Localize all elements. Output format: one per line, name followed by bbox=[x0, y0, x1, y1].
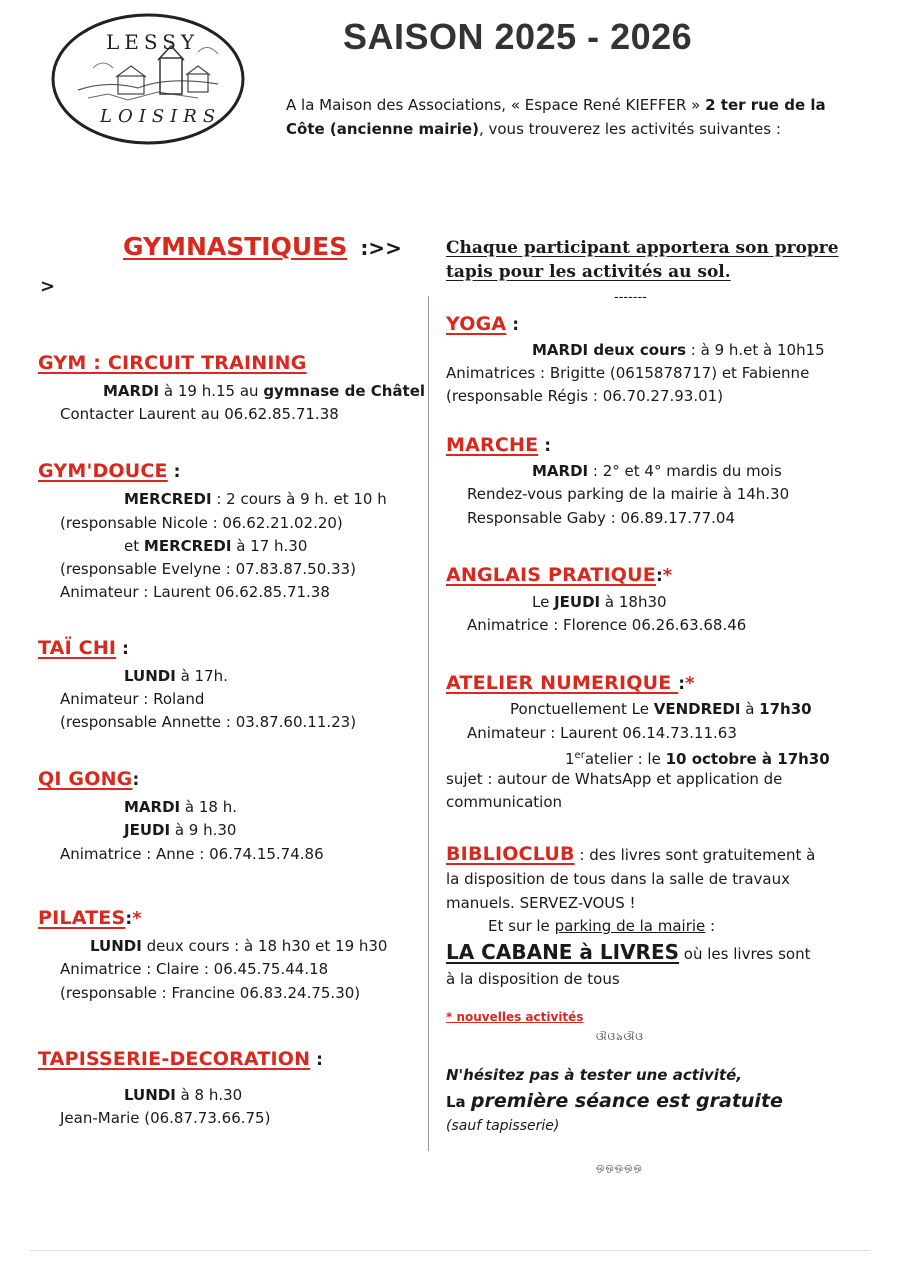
marche-title: MARCHE : bbox=[446, 434, 551, 456]
footer-line-2: La première séance est gratuite bbox=[446, 1090, 783, 1112]
logo-bottom-text: LOISIRS bbox=[100, 106, 222, 127]
qigong-line-3: Animatrice : Anne : 06.74.15.74.86 bbox=[60, 845, 324, 863]
intro-line-1: A la Maison des Associations, « Espace René KIEFFER » 2 ter rue de la bbox=[286, 96, 826, 114]
logo bbox=[48, 10, 248, 148]
marche-line-2: Rendez-vous parking de la mairie à 14h.30 bbox=[467, 485, 790, 503]
atelier-line-3: 1eratelier : le 10 octobre à 17h30 bbox=[565, 750, 830, 768]
yoga-line-3: (responsable Régis : 06.70.27.93.01) bbox=[446, 387, 724, 405]
yoga-line-1: MARDI deux cours : à 9 h.et à 10h15 bbox=[532, 341, 825, 359]
atelier-line-5: communication bbox=[446, 793, 563, 811]
qigong-line-2: JEUDI à 9 h.30 bbox=[124, 821, 237, 839]
cabane-line: LA CABANE à LIVRES où les livres sont bbox=[446, 940, 811, 964]
tapisserie-line-2: Jean-Marie (06.87.73.66.75) bbox=[60, 1109, 271, 1127]
logo-top-text: LESSY bbox=[106, 30, 200, 54]
biblio-line-3: manuels. SERVEZ-VOUS ! bbox=[446, 894, 636, 912]
intro-line-2: Côte (ancienne mairie), vous trouverez les activités suivantes : bbox=[286, 120, 781, 138]
tapisserie-line-1: LUNDI à 8 h.30 bbox=[124, 1086, 243, 1104]
column-divider bbox=[428, 296, 429, 1151]
footer-line-3: (sauf tapisserie) bbox=[446, 1118, 560, 1134]
marche-line-3: Responsable Gaby : 06.89.17.77.04 bbox=[467, 509, 736, 527]
taichi-line-3: (responsable Annette : 03.87.60.11.23) bbox=[60, 713, 357, 731]
marche-line-1: MARDI : 2° et 4° mardis du mois bbox=[532, 462, 782, 480]
tapis-note-1: Chaque participant apportera son propre bbox=[446, 238, 839, 258]
douce-line-1: MERCREDI : 2 cours à 9 h. et 10 h bbox=[124, 490, 387, 508]
taichi-line-2: Animateur : Roland bbox=[60, 690, 205, 708]
pilates-title: PILATES:* bbox=[38, 907, 142, 929]
tapisserie-title: TAPISSERIE-DECORATION : bbox=[38, 1048, 323, 1070]
atelier-title: ATELIER NUMERIQUE :* bbox=[446, 672, 695, 694]
ornament-1: ଔଓঌଔଓ bbox=[596, 1030, 644, 1043]
biblio-line-4: Et sur le parking de la mairie : bbox=[488, 917, 716, 935]
douce-line-2: (responsable Nicole : 06.62.21.02.20) bbox=[60, 514, 343, 532]
circuit-schedule: MARDI à 19 h.15 au gymnase de Châtel bbox=[103, 382, 426, 400]
anglais-line-2: Animatrice : Florence 06.26.63.68.46 bbox=[467, 616, 747, 634]
page-title: SAISON 2025 - 2026 bbox=[343, 16, 693, 57]
circuit-title: GYM : CIRCUIT TRAINING bbox=[38, 352, 307, 374]
anglais-title: ANGLAIS PRATIQUE:* bbox=[446, 564, 673, 586]
atelier-line-1: Ponctuellement Le VENDREDI à 17h30 bbox=[510, 700, 812, 718]
qigong-title: QI GONG: bbox=[38, 768, 140, 790]
taichi-line-1: LUNDI à 17h. bbox=[124, 667, 228, 685]
circuit-contact: Contacter Laurent au 06.62.85.71.38 bbox=[60, 405, 339, 423]
note-dashes: ------- bbox=[614, 290, 647, 305]
yoga-line-2: Animatrices : Brigitte (0615878717) et Fabienne bbox=[446, 364, 810, 382]
douce-title: GYM'DOUCE : bbox=[38, 460, 181, 482]
atelier-line-4: sujet : autour de WhatsApp et application de bbox=[446, 770, 783, 788]
arrow-marker: > bbox=[40, 276, 56, 297]
tapis-note-2: tapis pour les activités au sol. bbox=[446, 262, 731, 282]
pilates-line-2: Animatrice : Claire : 06.45.75.44.18 bbox=[60, 960, 329, 978]
biblio-line-6: à la disposition de tous bbox=[446, 970, 620, 988]
pilates-line-3: (responsable : Francine 06.83.24.75.30) bbox=[60, 984, 361, 1002]
atelier-line-2: Animateur : Laurent 06.14.73.11.63 bbox=[467, 724, 737, 742]
douce-line-3: et MERCREDI à 17 h.30 bbox=[124, 537, 308, 555]
pilates-line-1: LUNDI deux cours : à 18 h30 et 19 h30 bbox=[90, 937, 388, 955]
nouvelles-note: * nouvelles activités bbox=[446, 1010, 584, 1024]
taichi-title: TAÏ CHI : bbox=[38, 637, 129, 659]
gymnastiques-heading: GYMNASTIQUES :>> bbox=[123, 232, 402, 261]
ornament-2: ஒஒஒஒஒ bbox=[596, 1162, 643, 1173]
page-bottom-rule bbox=[30, 1250, 870, 1251]
footer-line-1: N'hésitez pas à tester une activité, bbox=[446, 1066, 742, 1084]
yoga-title: YOGA : bbox=[446, 313, 520, 335]
qigong-line-1: MARDI à 18 h. bbox=[124, 798, 237, 816]
anglais-line-1: Le JEUDI à 18h30 bbox=[532, 593, 667, 611]
douce-line-5: Animateur : Laurent 06.62.85.71.38 bbox=[60, 583, 330, 601]
biblio-title-row: BIBLIOCLUB : des livres sont gratuitement à bbox=[446, 843, 816, 865]
biblio-line-2: la disposition de tous dans la salle de travaux bbox=[446, 870, 790, 888]
douce-line-4: (responsable Evelyne : 07.83.87.50.33) bbox=[60, 560, 356, 578]
